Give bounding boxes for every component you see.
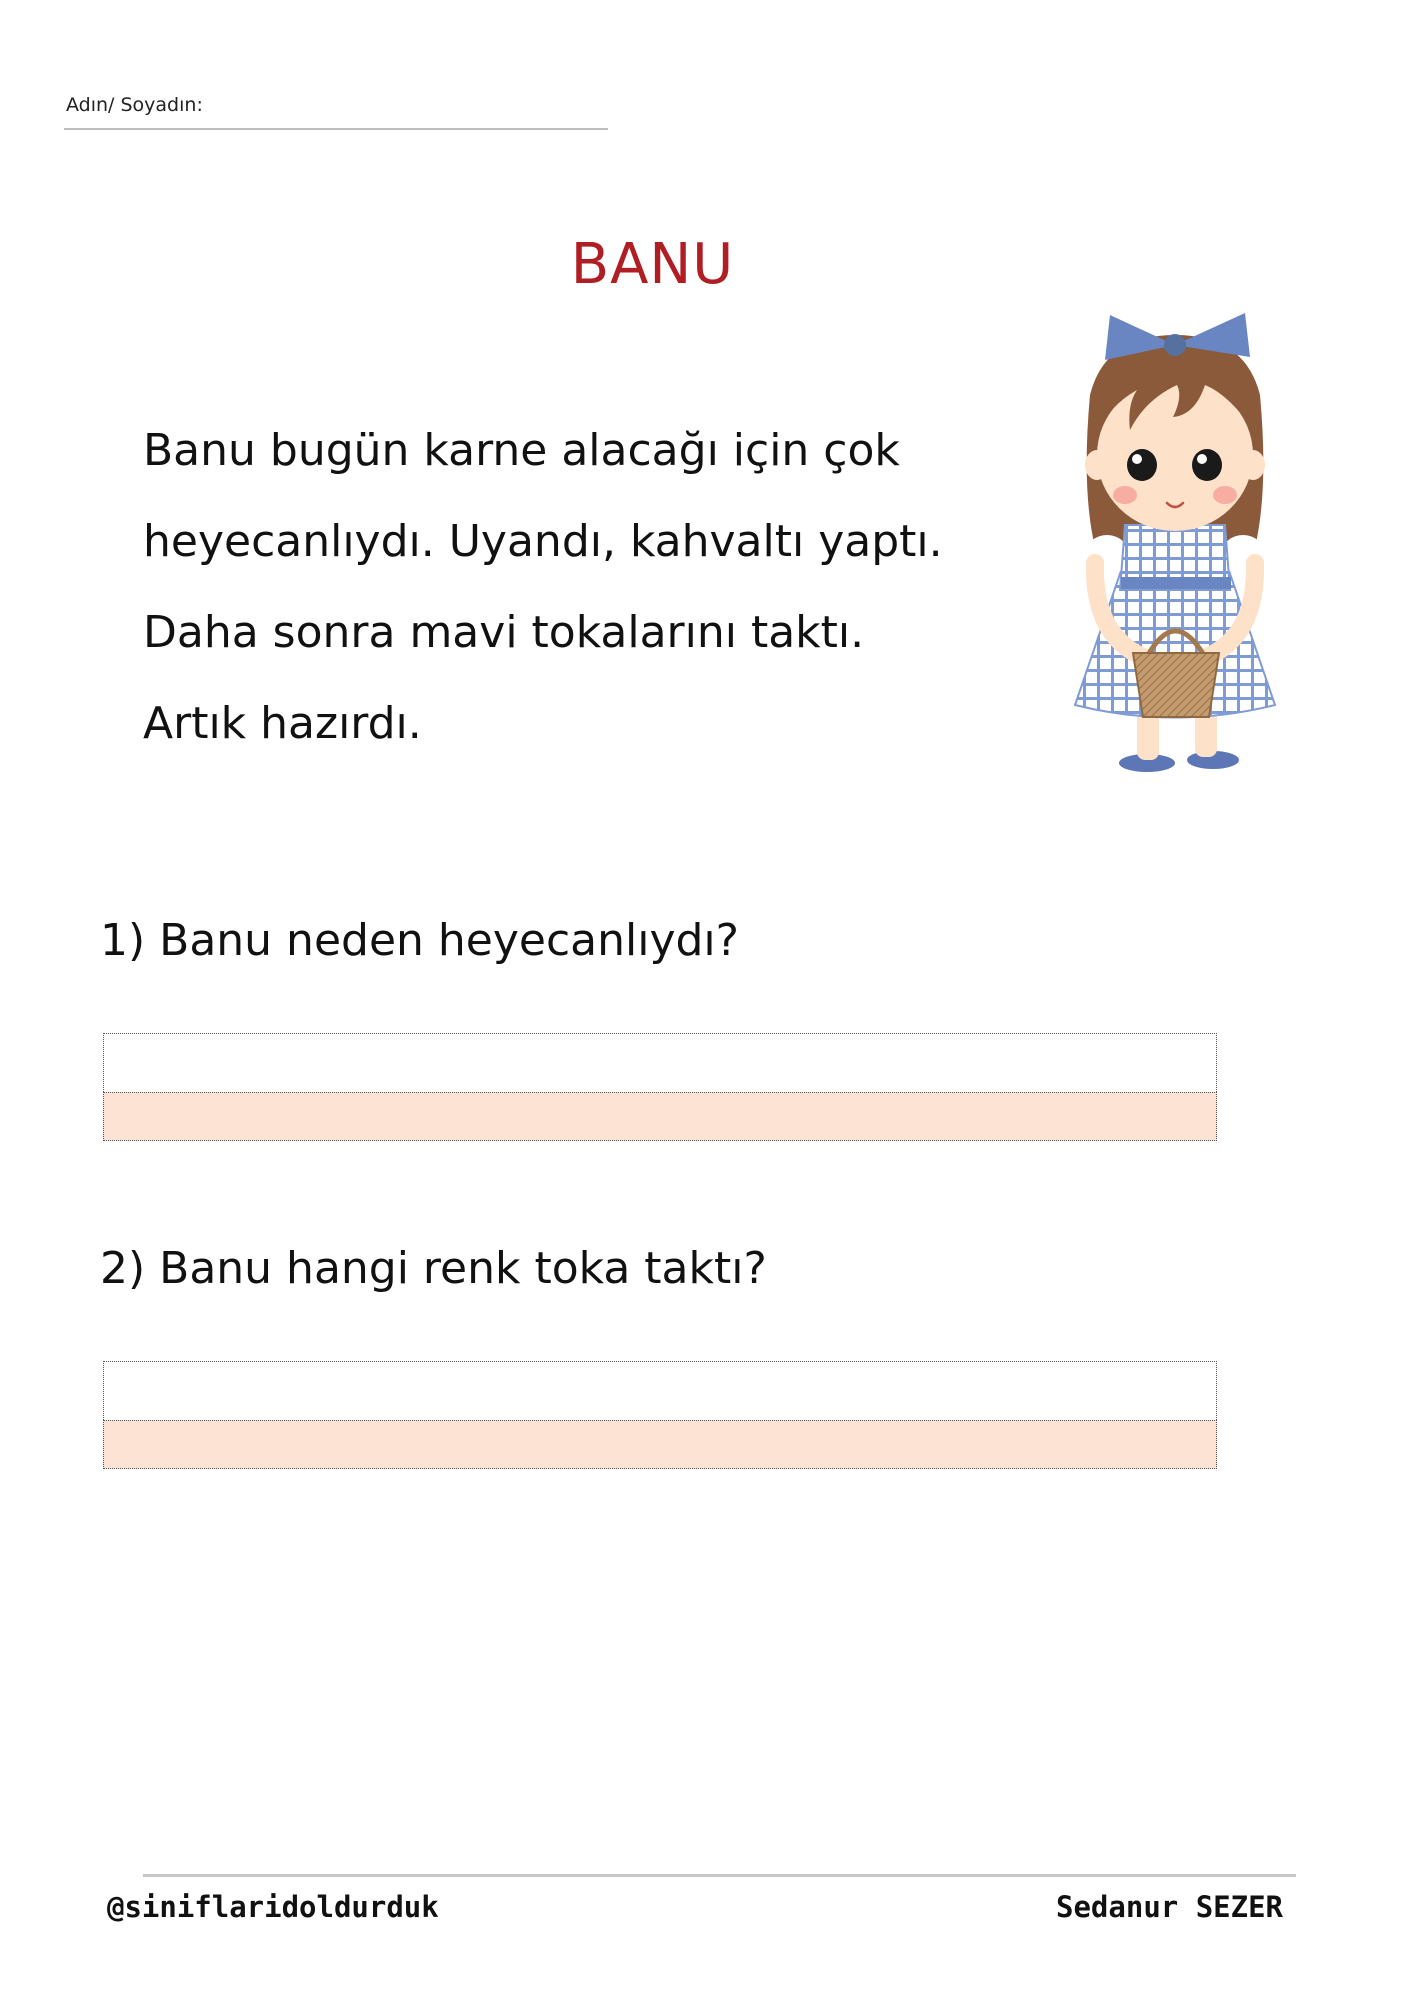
- footer-social-handle: @siniflaridoldurduk: [107, 1890, 439, 1924]
- answer-line-top[interactable]: [103, 1033, 1217, 1092]
- worksheet-title: BANU: [570, 232, 735, 297]
- answer-line-bottom[interactable]: [103, 1092, 1217, 1141]
- footer-author: Sedanur SEZER: [1056, 1890, 1283, 1924]
- answer-area-2[interactable]: [103, 1361, 1217, 1469]
- story-line: Banu bugün karne alacağı için çok: [143, 425, 900, 476]
- story-line: heyecanlıydı. Uyandı, kahvaltı yaptı.: [143, 516, 943, 567]
- name-surname-label: Adın/ Soyadın:: [66, 94, 203, 116]
- story-line: Daha sonra mavi tokalarını taktı.: [143, 607, 865, 658]
- girl-illustration: [1055, 305, 1295, 785]
- story-line: Artık hazırdı.: [143, 698, 422, 749]
- name-write-line: [64, 128, 608, 130]
- footer-divider: [143, 1874, 1296, 1877]
- answer-area-1[interactable]: [103, 1033, 1217, 1141]
- story-paragraph: [143, 405, 963, 769]
- question-1: 1) Banu neden heyecanlıydı?: [100, 915, 739, 966]
- answer-line-top[interactable]: [103, 1361, 1217, 1420]
- answer-line-bottom[interactable]: [103, 1420, 1217, 1469]
- question-2: 2) Banu hangi renk toka taktı?: [100, 1243, 767, 1294]
